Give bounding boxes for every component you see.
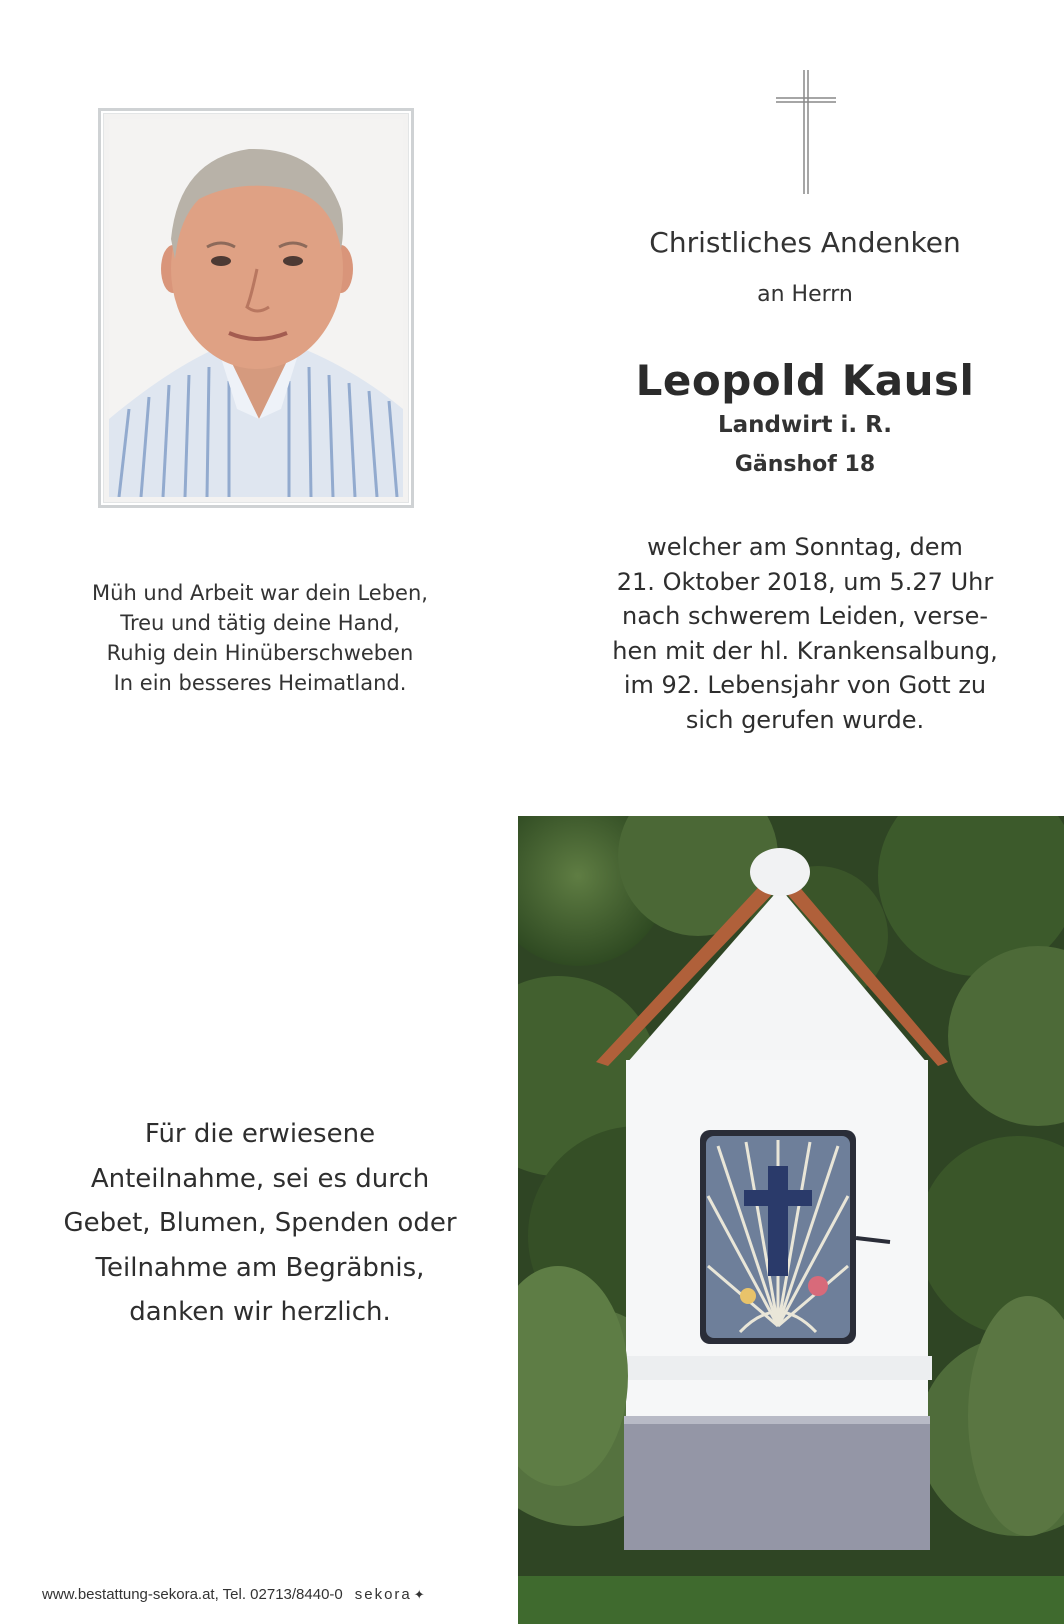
footer-contact: www.bestattung-sekora.at, Tel. 02713/8440-0 xyxy=(42,1586,343,1603)
poem xyxy=(60,578,460,698)
poem-line: Ruhig dein Hinüberschweben xyxy=(106,641,414,665)
occupation: Landwirt i. R. xyxy=(718,412,892,438)
death-notice xyxy=(560,530,1050,737)
bird-icon: ✦ xyxy=(413,1587,425,1602)
death-notice-line: nach schwerem Leiden, verse- xyxy=(622,602,988,630)
thanks-line: danken wir herzlich. xyxy=(129,1297,391,1327)
death-notice-line: 21. Oktober 2018, um 5.27 Uhr xyxy=(616,567,994,596)
memorial-heading: Christliches Andenken xyxy=(649,226,961,259)
death-notice-line: im 92. Lebensjahr von Gott zu xyxy=(623,671,987,699)
death-notice-line: hen mit der hl. Krankensalbung, xyxy=(612,636,998,665)
thanks-text xyxy=(40,1112,480,1335)
portrait-image xyxy=(109,119,403,497)
thanks-line: Gebet, Blumen, Spenden oder xyxy=(63,1208,457,1238)
latin-cross-icon xyxy=(776,70,836,200)
footer xyxy=(42,1586,425,1603)
poem-line: Müh und Arbeit war dein Leben, xyxy=(92,581,428,605)
death-notice-line: sich gerufen wurde. xyxy=(685,705,925,734)
wayside-shrine-photo xyxy=(518,816,1064,1624)
address: Gänshof 18 xyxy=(734,452,876,477)
poem-line: Treu und tätig deine Hand, xyxy=(120,611,400,635)
poem-line: In ein besseres Heimatland. xyxy=(113,671,407,695)
death-notice-line: welcher am Sonntag, dem xyxy=(647,533,963,561)
thanks-line: Anteilnahme, sei es durch xyxy=(90,1163,430,1194)
wayside-shrine-image xyxy=(518,816,1064,1624)
portrait-photo xyxy=(98,108,414,508)
thanks-line: Für die erwiesene xyxy=(144,1119,376,1149)
deceased-name: Leopold Kausl xyxy=(635,356,975,405)
salutation: an Herrn xyxy=(757,282,853,307)
brand-name: sekora xyxy=(354,1586,412,1603)
thanks-line: Teilnahme am Begräbnis, xyxy=(95,1252,425,1283)
